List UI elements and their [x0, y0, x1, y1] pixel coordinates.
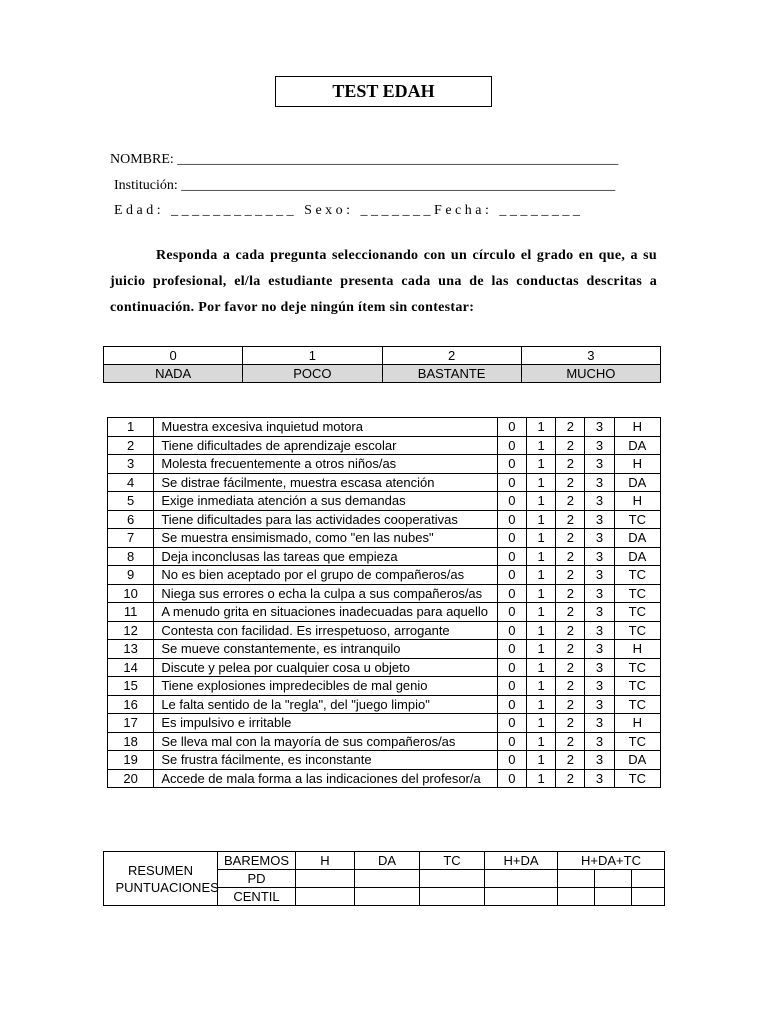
- item-option-2[interactable]: 2: [556, 418, 585, 437]
- item-option-2[interactable]: 2: [556, 714, 585, 733]
- summary-table: [103, 851, 665, 906]
- item-row: [108, 510, 661, 529]
- item-option-2[interactable]: 2: [556, 529, 585, 548]
- item-option-2[interactable]: 2: [556, 603, 585, 622]
- item-number: 10: [108, 584, 154, 603]
- summary-col-da: DA: [355, 852, 420, 870]
- item-text: Deja inconclusas las tareas que empieza: [154, 547, 497, 566]
- scale-values-row: [104, 347, 661, 365]
- item-option-2[interactable]: 2: [556, 473, 585, 492]
- item-number: 16: [108, 695, 154, 714]
- item-option-3[interactable]: 3: [585, 418, 614, 437]
- item-number: 19: [108, 751, 154, 770]
- scale-label: MUCHO: [521, 365, 660, 383]
- item-option-2[interactable]: 2: [556, 455, 585, 474]
- item-option-3[interactable]: 3: [585, 769, 614, 788]
- item-number: 1: [108, 418, 154, 437]
- item-option-3[interactable]: 3: [585, 603, 614, 622]
- summary-label: [104, 852, 218, 906]
- instructions-paragraph: [110, 243, 657, 321]
- item-option-2[interactable]: 2: [556, 732, 585, 751]
- item-option-2[interactable]: 2: [556, 566, 585, 585]
- centil-h-da-tc-cell[interactable]: [595, 888, 632, 906]
- item-option-0[interactable]: 0: [497, 455, 526, 474]
- item-number: 8: [108, 547, 154, 566]
- item-option-1[interactable]: 1: [527, 769, 556, 788]
- item-number: 17: [108, 714, 154, 733]
- item-option-2[interactable]: 2: [556, 677, 585, 696]
- summary-col-h: H: [296, 852, 355, 870]
- item-option-0[interactable]: 0: [497, 529, 526, 548]
- item-text: Se lleva mal con la mayoría de sus compañeros/as: [154, 732, 497, 751]
- scale-label: NADA: [104, 365, 243, 383]
- response-scale-table: [103, 346, 661, 383]
- centil-da-cell[interactable]: [355, 888, 420, 906]
- item-option-2[interactable]: 2: [556, 695, 585, 714]
- item-option-1[interactable]: 1: [527, 418, 556, 437]
- item-row: [108, 695, 661, 714]
- item-row: [108, 603, 661, 622]
- pd-da-cell[interactable]: [355, 870, 420, 888]
- item-option-0[interactable]: 0: [497, 769, 526, 788]
- item-number: 15: [108, 677, 154, 696]
- item-number: 6: [108, 510, 154, 529]
- item-option-3[interactable]: 3: [585, 492, 614, 511]
- centil-h-da-tc-cell[interactable]: [558, 888, 595, 906]
- item-option-1[interactable]: 1: [527, 603, 556, 622]
- item-option-0[interactable]: 0: [497, 603, 526, 622]
- pd-h-da-tc-cell[interactable]: [632, 870, 665, 888]
- centil-h-da-cell[interactable]: [485, 888, 558, 906]
- scale-value: 1: [243, 347, 382, 365]
- item-number: 18: [108, 732, 154, 751]
- item-option-1[interactable]: 1: [527, 677, 556, 696]
- item-category: TC: [614, 621, 660, 640]
- item-option-0[interactable]: 0: [497, 436, 526, 455]
- item-option-3[interactable]: 3: [585, 436, 614, 455]
- nombre-field[interactable]: NOMBRE: _______________________________________________________________: [110, 152, 619, 167]
- item-option-3[interactable]: 3: [585, 510, 614, 529]
- item-option-1[interactable]: 1: [527, 640, 556, 659]
- item-row: [108, 492, 661, 511]
- item-option-0[interactable]: 0: [497, 695, 526, 714]
- item-option-1[interactable]: 1: [527, 695, 556, 714]
- item-option-0[interactable]: 0: [497, 714, 526, 733]
- item-option-3[interactable]: 3: [585, 640, 614, 659]
- item-text: Tiene explosiones impredecibles de mal genio: [154, 677, 497, 696]
- item-option-1[interactable]: 1: [527, 492, 556, 511]
- item-number: 4: [108, 473, 154, 492]
- summary-col-h-da: H+DA: [485, 852, 558, 870]
- item-option-2[interactable]: 2: [556, 769, 585, 788]
- institucion-field[interactable]: Institución: ______________________________________________________________: [114, 178, 616, 193]
- item-row: [108, 455, 661, 474]
- item-text: Se frustra fácilmente, es inconstante: [154, 751, 497, 770]
- item-option-0[interactable]: 0: [497, 732, 526, 751]
- item-option-0[interactable]: 0: [497, 510, 526, 529]
- item-option-1[interactable]: 1: [527, 473, 556, 492]
- summary-header-row: [104, 852, 665, 870]
- item-text: Se distrae fácilmente, muestra escasa atención: [154, 473, 497, 492]
- item-text: A menudo grita en situaciones inadecuadas para aquello: [154, 603, 497, 622]
- item-option-3[interactable]: 3: [585, 473, 614, 492]
- item-text: Se mueve constantemente, es intranquilo: [154, 640, 497, 659]
- item-option-2[interactable]: 2: [556, 510, 585, 529]
- pd-h-da-tc-cell[interactable]: [558, 870, 595, 888]
- item-number: 5: [108, 492, 154, 511]
- centil-h-cell[interactable]: [296, 888, 355, 906]
- item-row: [108, 751, 661, 770]
- item-number: 9: [108, 566, 154, 585]
- pd-h-cell[interactable]: [296, 870, 355, 888]
- item-option-1[interactable]: 1: [527, 751, 556, 770]
- item-number: 13: [108, 640, 154, 659]
- item-text: Niega sus errores o echa la culpa a sus compañeros/as: [154, 584, 497, 603]
- item-option-3[interactable]: 3: [585, 732, 614, 751]
- summary-col-h-da-tc: H+DA+TC: [558, 852, 665, 870]
- item-category: TC: [614, 732, 660, 751]
- item-option-2[interactable]: 2: [556, 584, 585, 603]
- item-option-2[interactable]: 2: [556, 640, 585, 659]
- item-number: 3: [108, 455, 154, 474]
- test-title: TEST EDAH: [275, 76, 492, 107]
- item-option-0[interactable]: 0: [497, 677, 526, 696]
- item-option-1[interactable]: 1: [527, 510, 556, 529]
- item-option-0[interactable]: 0: [497, 621, 526, 640]
- item-option-1[interactable]: 1: [527, 621, 556, 640]
- item-row: [108, 640, 661, 659]
- item-row: [108, 714, 661, 733]
- item-option-0[interactable]: 0: [497, 473, 526, 492]
- item-option-3[interactable]: 3: [585, 695, 614, 714]
- item-row: [108, 529, 661, 548]
- item-option-2[interactable]: 2: [556, 621, 585, 640]
- pd-h-da-cell[interactable]: [485, 870, 558, 888]
- item-option-1[interactable]: 1: [527, 455, 556, 474]
- centil-h-da-tc-cell[interactable]: [632, 888, 665, 906]
- item-number: 2: [108, 436, 154, 455]
- pd-label: PD: [218, 870, 296, 888]
- item-option-0[interactable]: 0: [497, 658, 526, 677]
- item-category: TC: [614, 510, 660, 529]
- item-text: Le falta sentido de la "regla", del "juego limpio": [154, 695, 497, 714]
- item-option-3[interactable]: 3: [585, 714, 614, 733]
- item-row: [108, 418, 661, 437]
- item-text: No es bien aceptado por el grupo de compañeros/as: [154, 566, 497, 585]
- instructions-text: Responda a cada pregunta seleccionando con un círculo el grado en que, a su juicio profesional, el/la estudiante presenta cada una de las conductas descritas a continuación. Por favor no deje ningún ítem sin contestar:: [110, 248, 657, 315]
- item-option-0[interactable]: 0: [497, 584, 526, 603]
- item-option-2[interactable]: 2: [556, 547, 585, 566]
- pd-tc-cell[interactable]: [420, 870, 485, 888]
- item-category: DA: [614, 436, 660, 455]
- item-option-3[interactable]: 3: [585, 658, 614, 677]
- scale-label: POCO: [243, 365, 382, 383]
- scale-value: 3: [521, 347, 660, 365]
- scale-value: 2: [382, 347, 521, 365]
- item-text: Se muestra ensimismado, como "en las nubes": [154, 529, 497, 548]
- summary-label-text: RESUMEN PUNTUACIONES: [115, 862, 219, 895]
- item-option-1[interactable]: 1: [527, 547, 556, 566]
- item-option-3[interactable]: 3: [585, 677, 614, 696]
- item-category: DA: [614, 473, 660, 492]
- item-text: Tiene dificultades de aprendizaje escolar: [154, 436, 497, 455]
- item-text: Molesta frecuentemente a otros niños/as: [154, 455, 497, 474]
- item-option-3[interactable]: 3: [585, 566, 614, 585]
- item-category: H: [614, 492, 660, 511]
- item-text: Es impulsivo e irritable: [154, 714, 497, 733]
- item-option-3[interactable]: 3: [585, 547, 614, 566]
- baremos-label: BAREMOS: [218, 852, 296, 870]
- item-row: [108, 473, 661, 492]
- item-category: H: [614, 455, 660, 474]
- item-text: Contesta con facilidad. Es irrespetuoso, arrogante: [154, 621, 497, 640]
- item-option-0[interactable]: 0: [497, 492, 526, 511]
- item-option-0[interactable]: 0: [497, 418, 526, 437]
- items-table: [107, 417, 661, 788]
- item-text: Exige inmediata atención a sus demandas: [154, 492, 497, 511]
- item-row: [108, 732, 661, 751]
- item-option-2[interactable]: 2: [556, 658, 585, 677]
- centil-label: CENTIL: [218, 888, 296, 906]
- item-option-0[interactable]: 0: [497, 547, 526, 566]
- item-option-3[interactable]: 3: [585, 621, 614, 640]
- item-option-2[interactable]: 2: [556, 492, 585, 511]
- item-option-1[interactable]: 1: [527, 529, 556, 548]
- item-option-1[interactable]: 1: [527, 658, 556, 677]
- scale-labels-row: [104, 365, 661, 383]
- item-row: [108, 436, 661, 455]
- item-category: H: [614, 418, 660, 437]
- item-row: [108, 566, 661, 585]
- item-text: Muestra excesiva inquietud motora: [154, 418, 497, 437]
- item-number: 20: [108, 769, 154, 788]
- item-option-1[interactable]: 1: [527, 566, 556, 585]
- item-row: [108, 677, 661, 696]
- item-category: DA: [614, 547, 660, 566]
- item-category: TC: [614, 769, 660, 788]
- item-category: TC: [614, 658, 660, 677]
- pd-h-da-tc-cell[interactable]: [595, 870, 632, 888]
- item-category: TC: [614, 566, 660, 585]
- scale-value: 0: [104, 347, 243, 365]
- item-option-3[interactable]: 3: [585, 455, 614, 474]
- item-text: Accede de mala forma a las indicaciones del profesor/a: [154, 769, 497, 788]
- item-category: DA: [614, 751, 660, 770]
- item-category: TC: [614, 584, 660, 603]
- item-text: Discute y pelea por cualquier cosa u objeto: [154, 658, 497, 677]
- item-row: [108, 769, 661, 788]
- item-row: [108, 547, 661, 566]
- centil-tc-cell[interactable]: [420, 888, 485, 906]
- item-option-2[interactable]: 2: [556, 436, 585, 455]
- item-number: 14: [108, 658, 154, 677]
- item-text: Tiene dificultades para las actividades cooperativas: [154, 510, 497, 529]
- scale-label: BASTANTE: [382, 365, 521, 383]
- item-option-0[interactable]: 0: [497, 640, 526, 659]
- item-option-0[interactable]: 0: [497, 751, 526, 770]
- item-number: 11: [108, 603, 154, 622]
- item-number: 12: [108, 621, 154, 640]
- item-option-2[interactable]: 2: [556, 751, 585, 770]
- item-category: H: [614, 714, 660, 733]
- edad-sexo-fecha-field[interactable]: E d a d : _ _ _ _ _ _ _ _ _ _ _ _ S e x o : _ _ _ _ _ _ _ F e c h a : _ _ _ _ _ _ _ _: [114, 203, 580, 218]
- item-option-1[interactable]: 1: [527, 584, 556, 603]
- item-category: TC: [614, 695, 660, 714]
- item-option-3[interactable]: 3: [585, 529, 614, 548]
- item-row: [108, 621, 661, 640]
- item-category: H: [614, 640, 660, 659]
- item-option-1[interactable]: 1: [527, 436, 556, 455]
- item-option-1[interactable]: 1: [527, 714, 556, 733]
- item-option-1[interactable]: 1: [527, 732, 556, 751]
- item-category: TC: [614, 603, 660, 622]
- item-option-3[interactable]: 3: [585, 584, 614, 603]
- item-category: DA: [614, 529, 660, 548]
- item-row: [108, 584, 661, 603]
- item-number: 7: [108, 529, 154, 548]
- item-option-0[interactable]: 0: [497, 566, 526, 585]
- summary-col-tc: TC: [420, 852, 485, 870]
- item-option-3[interactable]: 3: [585, 751, 614, 770]
- item-category: TC: [614, 677, 660, 696]
- item-row: [108, 658, 661, 677]
